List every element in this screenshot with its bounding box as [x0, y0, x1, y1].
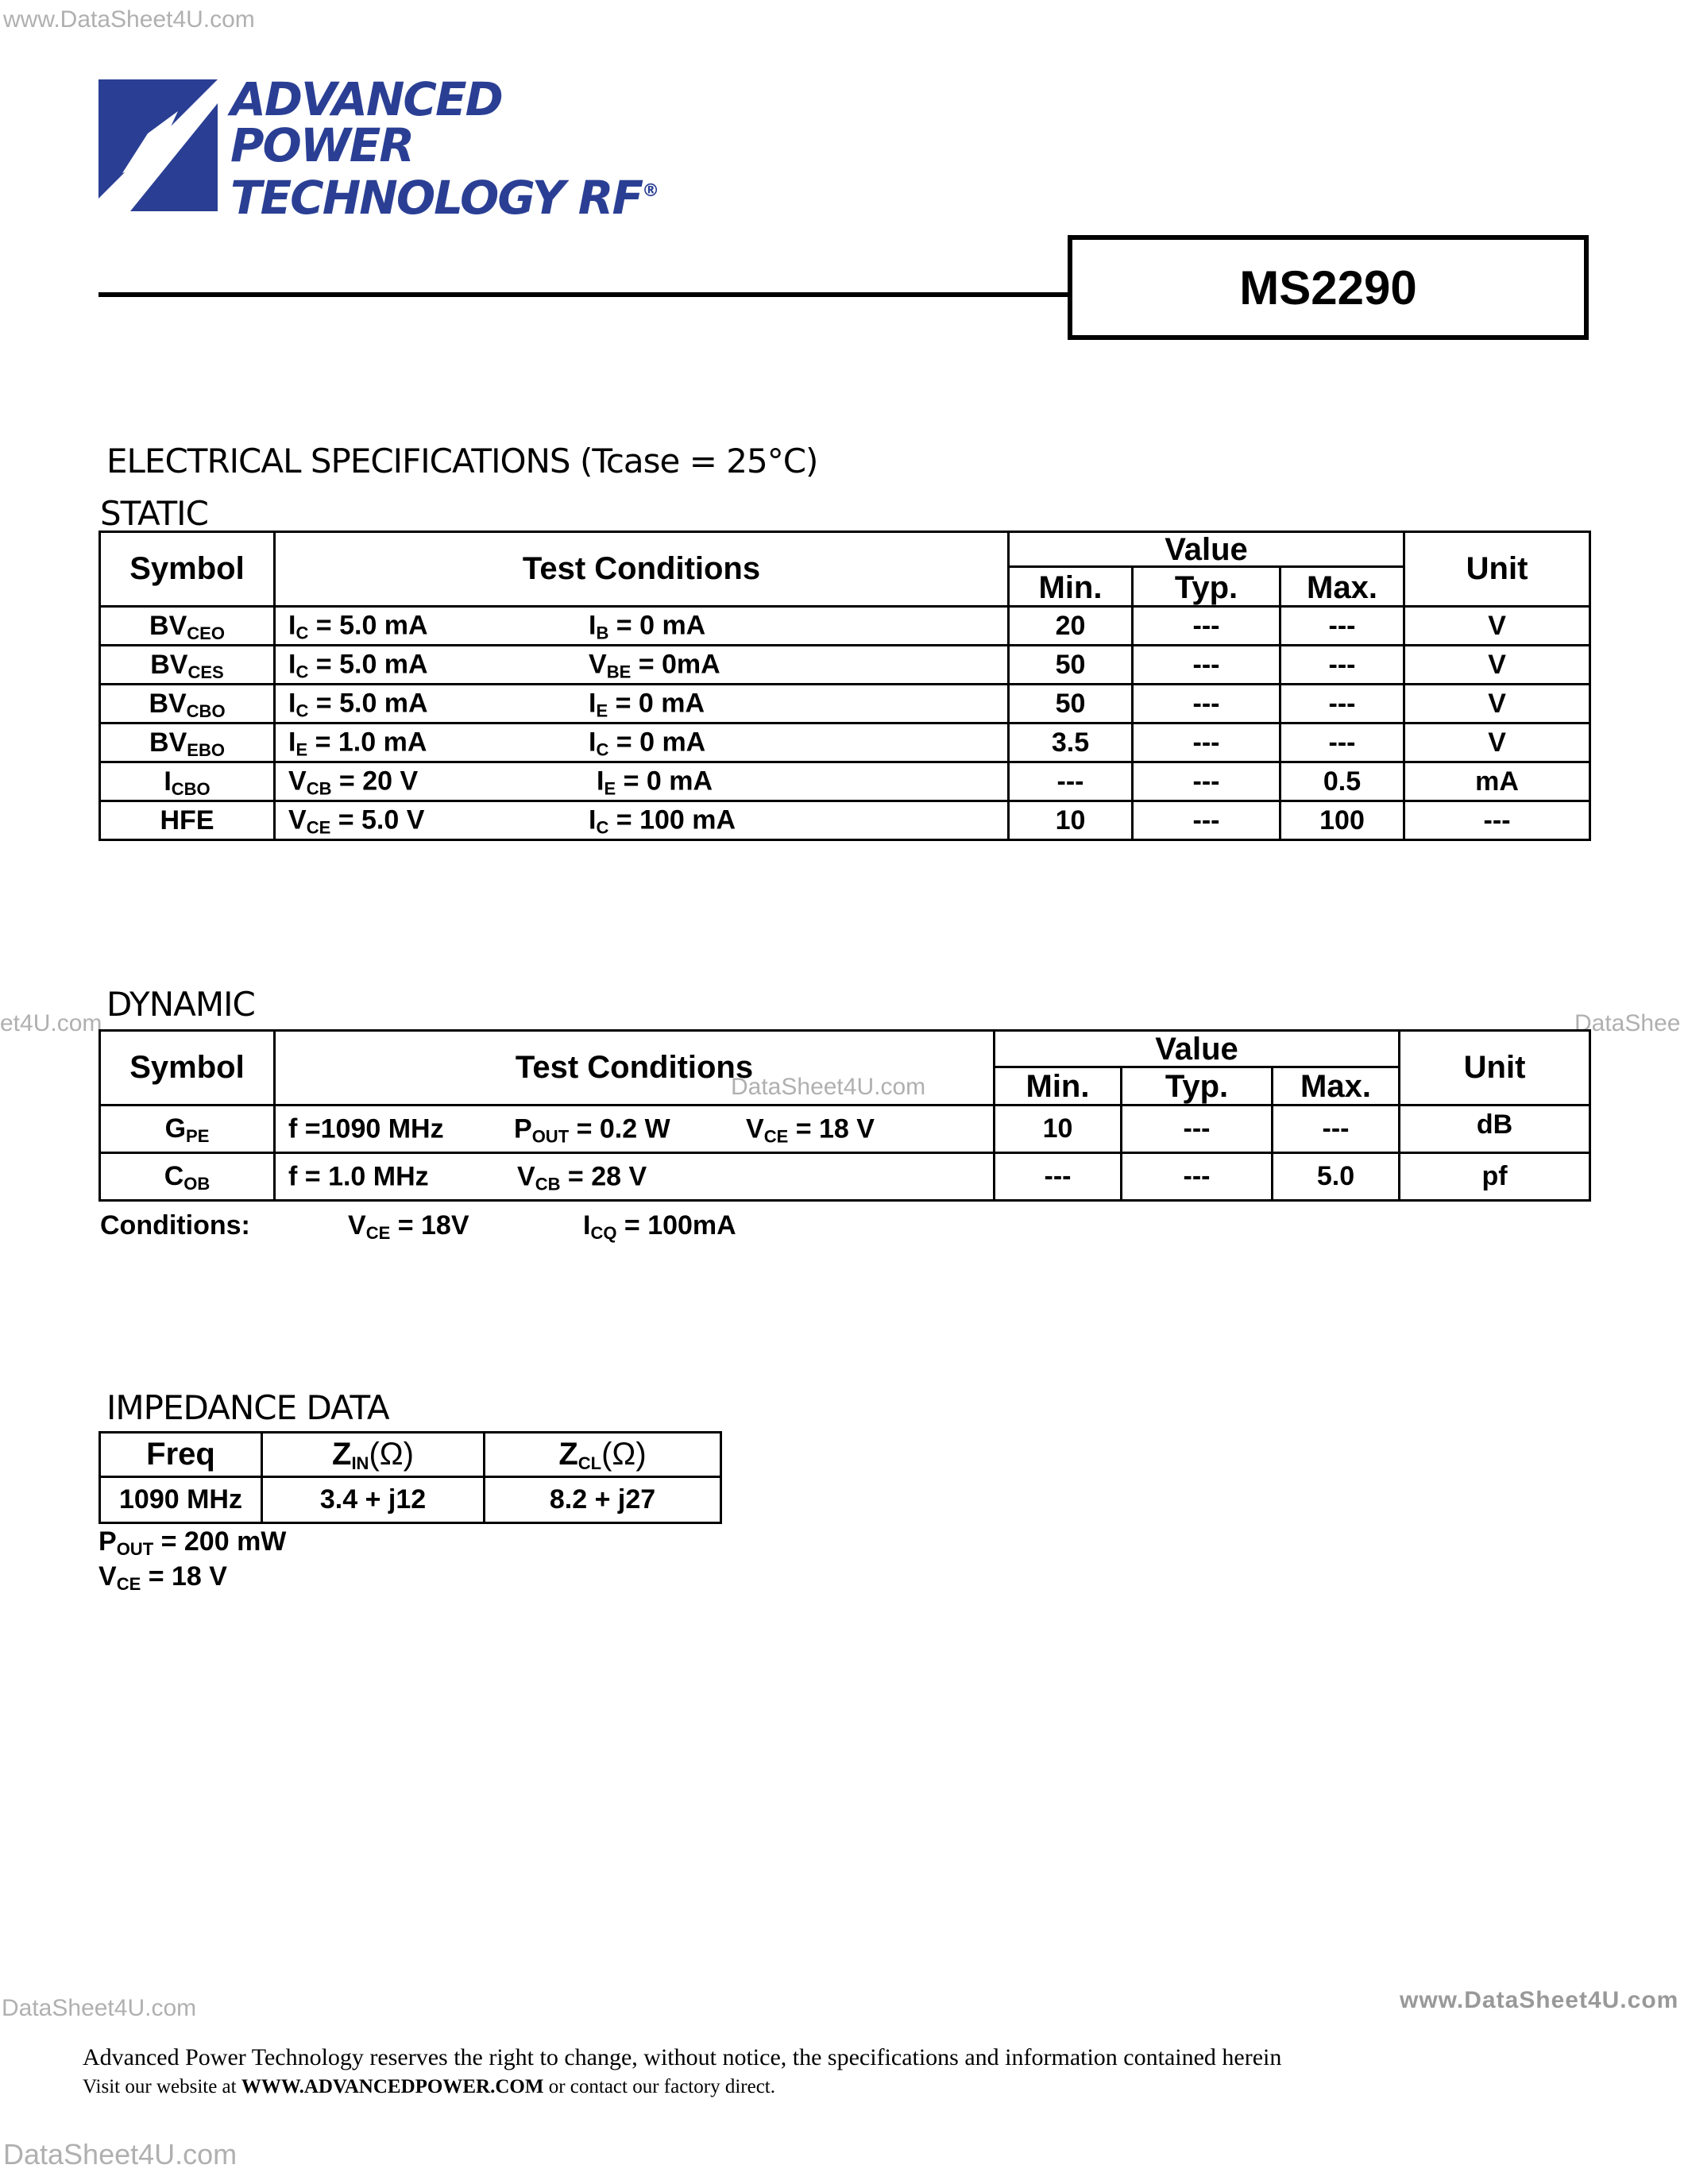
condition-2: $P_{OUT} = 0.2$ W — [514, 1113, 670, 1146]
max-cell: 5.0 — [1273, 1153, 1400, 1201]
condition-1: $I_C = 5.0$ mA — [288, 649, 428, 682]
watermark-top-left: www.DataSheet4U.com — [3, 6, 255, 33]
condition-1: $I_C = 5.0$ mA — [288, 610, 428, 643]
header-unit: Unit — [1404, 532, 1590, 607]
watermark-bottom-left: DataSheet4U.com — [3, 2138, 238, 2170]
header-test-conditions: Test Conditions — [275, 532, 1009, 607]
typ-cell: --- — [1122, 1106, 1273, 1153]
dyn-header-min: Min. — [995, 1067, 1122, 1106]
typ-cell: --- — [1133, 762, 1280, 801]
condition-1: $I_E = 1.0$ mA — [288, 727, 427, 760]
condition-freq: f =1090 MHz — [288, 1113, 444, 1144]
unit-cell: dB — [1400, 1106, 1590, 1153]
unit-cell: --- — [1404, 801, 1590, 840]
min-cell: 3.5 — [1009, 723, 1133, 762]
min-cell: 20 — [1009, 607, 1133, 646]
unit-cell: V — [1404, 646, 1590, 685]
condition-1: $V_{CB} = 20$ V — [288, 766, 419, 799]
dyn-header-typ: Typ. — [1122, 1067, 1273, 1106]
condition-2: $I_E = 0$ mA — [597, 766, 713, 799]
static-spec-table — [98, 531, 1591, 841]
max-cell: --- — [1273, 1106, 1400, 1153]
unit-cell: V — [1404, 685, 1590, 723]
symbol-cell: HFE — [100, 801, 275, 840]
imp-zcl-cell: 8.2 + j27 — [485, 1477, 721, 1523]
symbol-cell: $G_{PE}$ — [100, 1106, 275, 1153]
brand-line-2: POWER — [230, 118, 414, 172]
website-link[interactable]: WWW.ADVANCEDPOWER.COM — [241, 2076, 544, 2097]
imp-header-freq: Freq — [100, 1433, 262, 1477]
min-cell: 50 — [1009, 685, 1133, 723]
table-row — [100, 685, 1590, 723]
table-row — [100, 762, 1590, 801]
symbol-cell: $BV_{CEO}$ — [100, 607, 275, 646]
symbol-cell: $C_{OB}$ — [100, 1153, 275, 1201]
min-cell: --- — [1009, 762, 1133, 801]
footer-disclaimer: Advanced Power Technology reserves the right to change, without notice, the specifications and information contained herein — [83, 2044, 1282, 2070]
table-row — [100, 1106, 1590, 1153]
dynamic-spec-table — [98, 1029, 1591, 1202]
symbol-cell: $BV_{CES}$ — [100, 646, 275, 685]
header-symbol: Symbol — [100, 532, 275, 607]
condition-1: $I_C = 5.0$ mA — [288, 688, 428, 721]
condition-2: $I_E = 0$ mA — [589, 688, 705, 721]
table-row — [100, 723, 1590, 762]
watermark-lower-right: www.DataSheet4U.com — [1400, 1987, 1679, 2013]
table-row — [100, 801, 1590, 840]
header-rule — [98, 292, 1071, 297]
imp-header-zin: $Z_{IN}(\Omega)$ — [262, 1433, 485, 1477]
condition-vce: $V_{CE} = 18V$ — [348, 1210, 469, 1243]
impedance-note-pout: $P_{OUT} = 200$ mW — [98, 1526, 287, 1559]
footer-contact: Visit our website at WWW.ADVANCEDPOWER.COM or contact our factory direct. — [83, 2076, 775, 2097]
table-row — [100, 1153, 1590, 1201]
header-typ: Typ. — [1133, 567, 1280, 607]
condition-freq: f = 1.0 MHz — [288, 1161, 429, 1191]
symbol-cell: $BV_{EBO}$ — [100, 723, 275, 762]
brand-line-3: TECHNOLOGY RF® — [230, 171, 659, 225]
watermark-mid-right: DataShee — [1574, 1010, 1681, 1036]
impedance-title: IMPEDANCE DATA — [106, 1388, 389, 1427]
condition-1: $V_{CE} = 5.0$ V — [288, 805, 425, 838]
electrical-specs-title: ELECTRICAL SPECIFICATIONS (Tcase = 25°C) — [106, 442, 818, 480]
header-max: Max. — [1280, 567, 1404, 607]
condition-2: $I_C = 100$ mA — [589, 805, 736, 838]
brand-line-1: ADVANCED — [230, 72, 502, 126]
unit-cell: V — [1404, 607, 1590, 646]
test-conditions-cell — [275, 646, 1009, 685]
lightning-logo-icon — [98, 79, 218, 211]
test-conditions-cell — [275, 1153, 995, 1201]
watermark-mid-left: et4U.com — [0, 1010, 102, 1036]
impedance-table — [98, 1431, 722, 1524]
part-number: MS2290 — [1239, 260, 1417, 314]
dyn-header-max: Max. — [1273, 1067, 1400, 1106]
condition-2: $I_B = 0$ mA — [589, 610, 706, 643]
typ-cell: --- — [1133, 607, 1280, 646]
watermark-mid-center: DataSheet4U.com — [731, 1074, 926, 1100]
unit-cell: mA — [1404, 762, 1590, 801]
symbol-cell: $I_{CBO}$ — [100, 762, 275, 801]
min-cell: 10 — [1009, 801, 1133, 840]
min-cell: 50 — [1009, 646, 1133, 685]
imp-freq-cell: 1090 MHz — [100, 1477, 262, 1523]
static-title: STATIC — [100, 494, 208, 533]
max-cell: 100 — [1280, 801, 1404, 840]
min-cell: --- — [995, 1153, 1122, 1201]
dyn-header-value: Value — [995, 1031, 1400, 1067]
imp-zin-cell: 3.4 + j12 — [262, 1477, 485, 1523]
test-conditions-cell — [275, 723, 1009, 762]
impedance-note-vce: $V_{CE} = 18$ V — [98, 1561, 227, 1594]
registered-mark: ® — [642, 181, 659, 201]
imp-header-zcl: $Z_{CL}(\Omega)$ — [485, 1433, 721, 1477]
dyn-header-test-conditions: Test Conditions — [275, 1031, 995, 1106]
max-cell: --- — [1280, 646, 1404, 685]
unit-cell: V — [1404, 723, 1590, 762]
dyn-header-symbol: Symbol — [100, 1031, 275, 1106]
watermark-lower-left: DataSheet4U.com — [2, 1995, 197, 2021]
max-cell: --- — [1280, 607, 1404, 646]
test-conditions-cell — [275, 607, 1009, 646]
company-logo — [98, 79, 218, 211]
table-row — [100, 646, 1590, 685]
condition-2: $V_{BE} = 0mA$ — [589, 649, 720, 682]
typ-cell: --- — [1122, 1153, 1273, 1201]
typ-cell: --- — [1133, 723, 1280, 762]
condition-2: $I_C = 0$ mA — [589, 727, 706, 760]
test-conditions-cell — [275, 801, 1009, 840]
typ-cell: --- — [1133, 685, 1280, 723]
dynamic-title: DYNAMIC — [106, 985, 255, 1024]
max-cell: 0.5 — [1280, 762, 1404, 801]
conditions-label: Conditions: — [100, 1210, 250, 1241]
unit-cell: pf — [1400, 1153, 1590, 1201]
typ-cell: --- — [1133, 646, 1280, 685]
table-row — [100, 607, 1590, 646]
header-min: Min. — [1009, 567, 1133, 607]
max-cell: --- — [1280, 685, 1404, 723]
test-conditions-cell — [275, 762, 1009, 801]
dyn-header-unit: Unit — [1400, 1031, 1590, 1106]
header-value: Value — [1009, 532, 1404, 567]
test-conditions-cell — [275, 685, 1009, 723]
symbol-cell: $BV_{CBO}$ — [100, 685, 275, 723]
test-conditions-cell — [275, 1106, 995, 1153]
condition-icq: $I_{CQ} = 100mA$ — [583, 1210, 736, 1243]
condition-3: $V_{CE} = 18$ V — [746, 1113, 875, 1146]
typ-cell: --- — [1133, 801, 1280, 840]
part-number-box — [1068, 235, 1589, 340]
condition-2: $V_{CB} = 28$ V — [517, 1161, 647, 1194]
min-cell: 10 — [995, 1106, 1122, 1153]
max-cell: --- — [1280, 723, 1404, 762]
